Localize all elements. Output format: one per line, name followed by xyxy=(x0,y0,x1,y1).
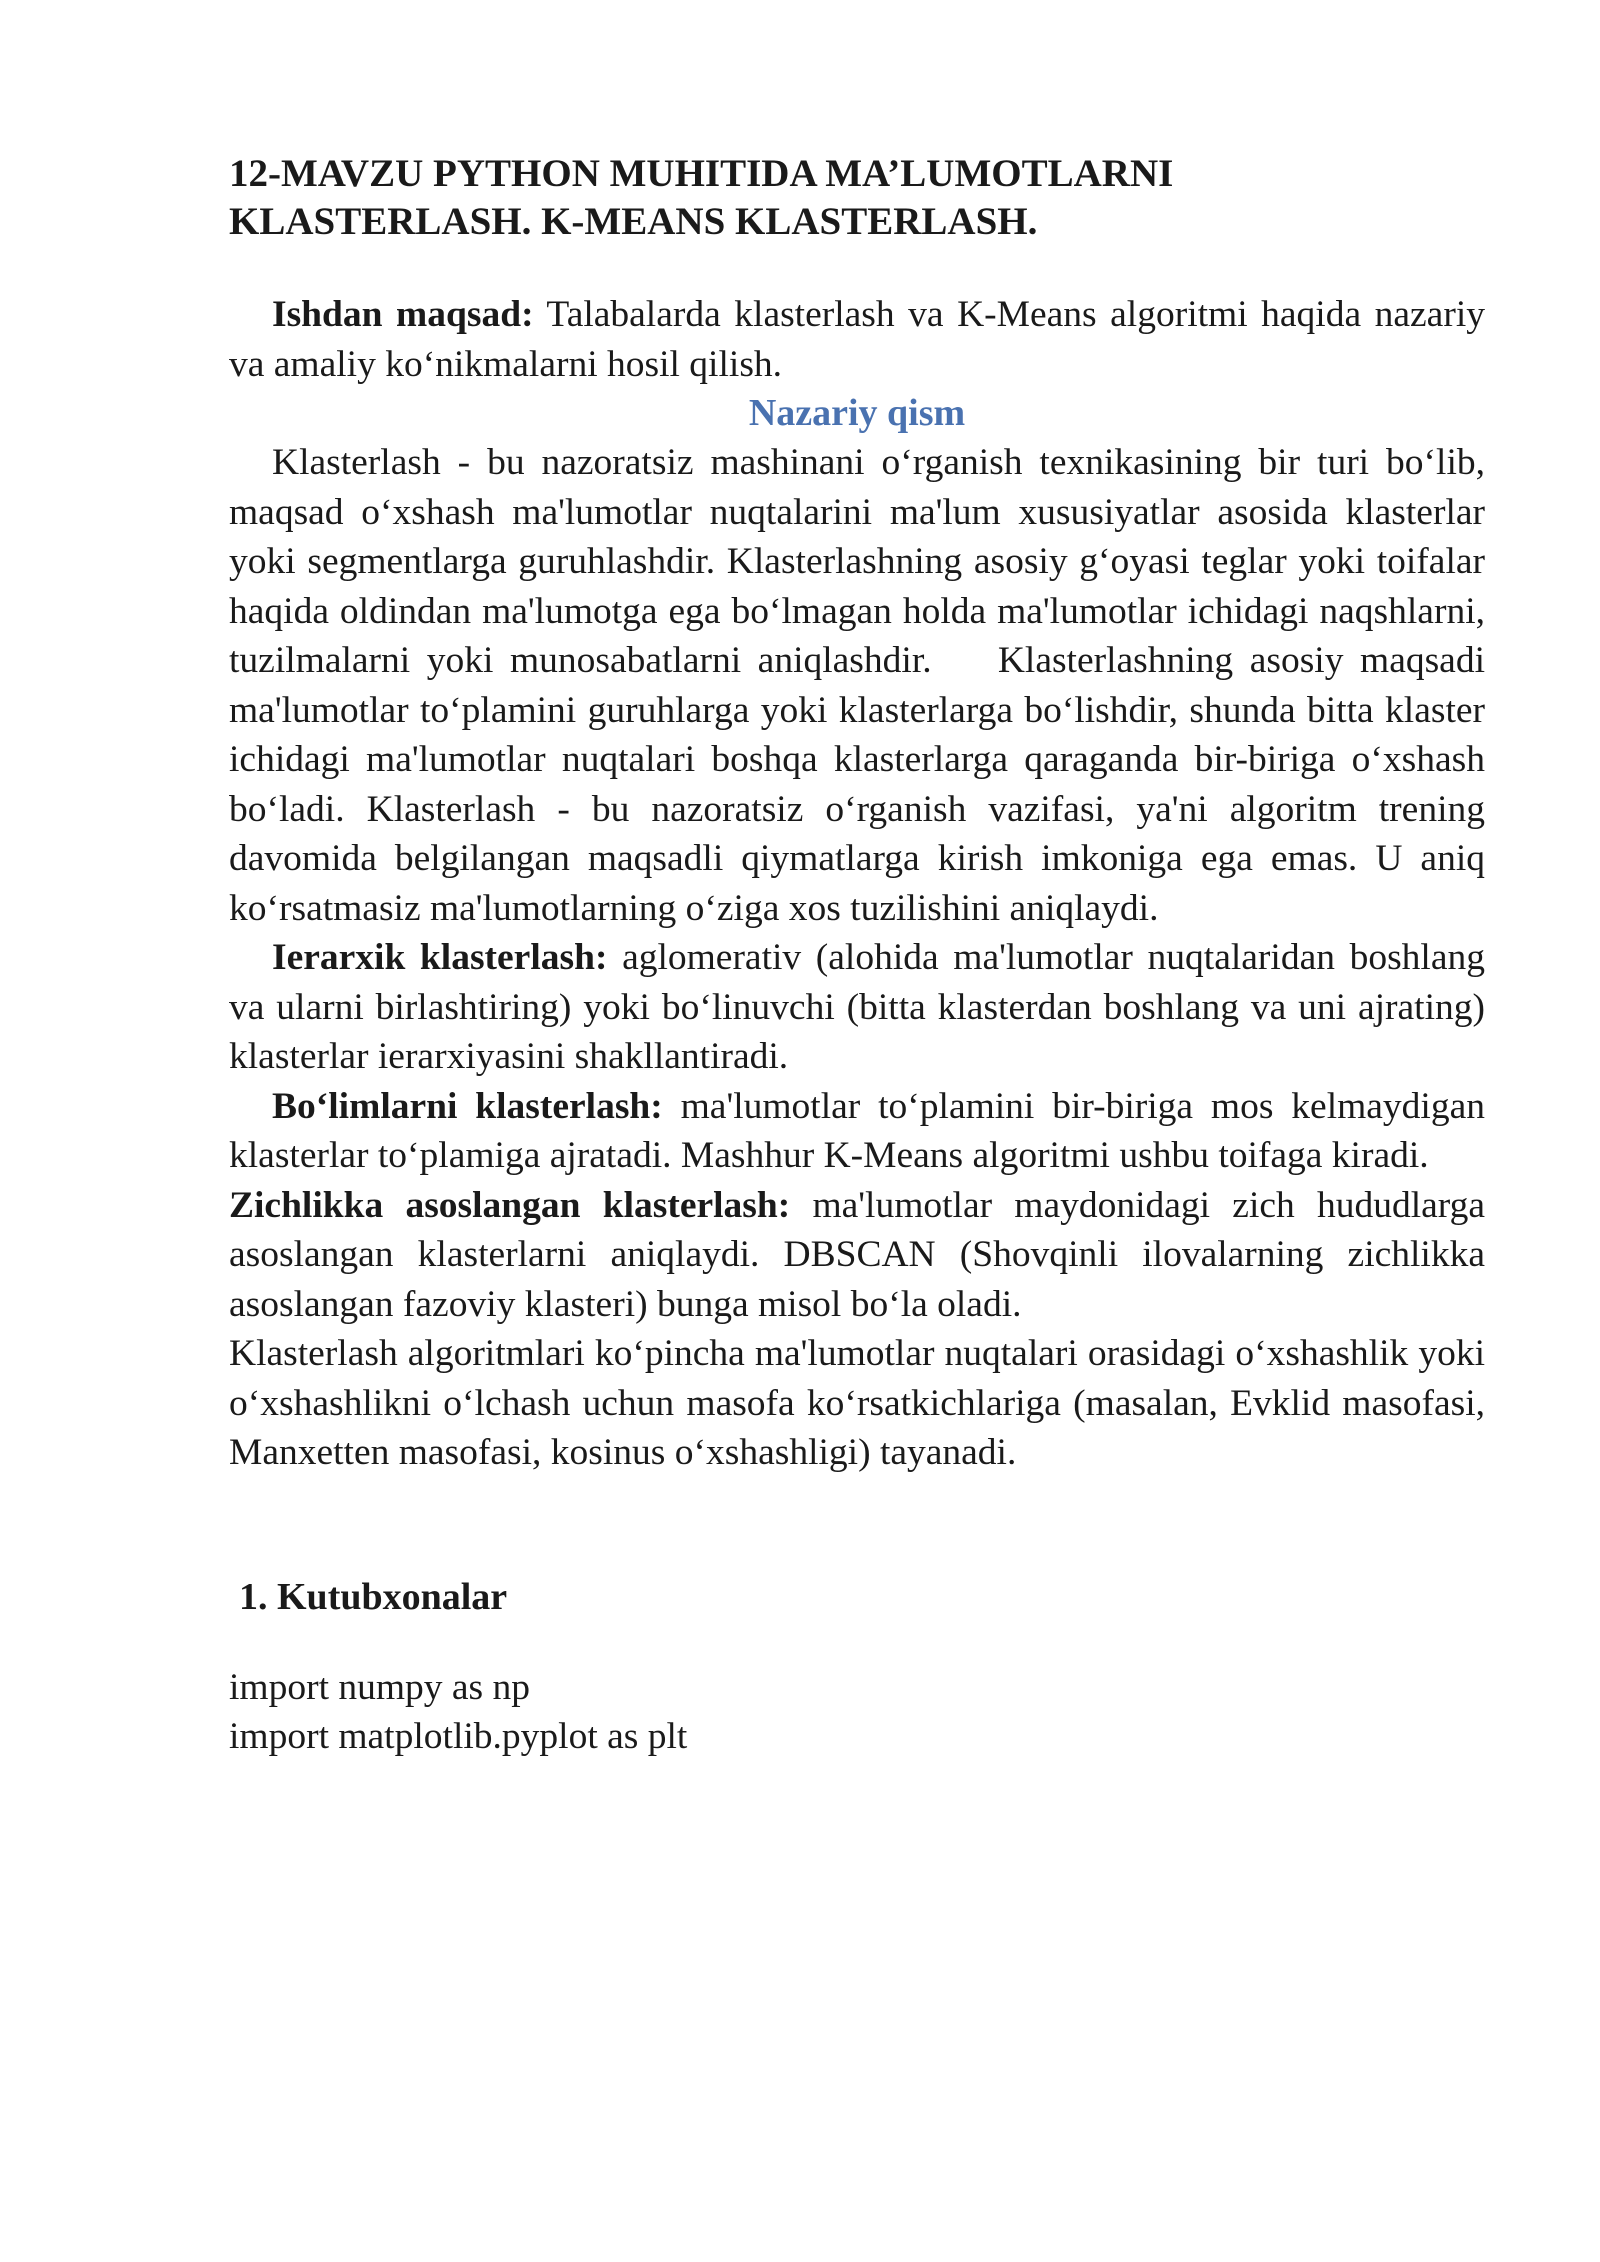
distance-paragraph: Klasterlash algoritmlari ko‘pincha ma'lumotlar nuqtalari orasidagi o‘xshashlik yoki o‘xshashlikni o‘lchash uchun masofa ko‘rsatkichlariga (masalan, Evklid masofasi, Manxetten masofasi, kosinus o‘xshashligi) tayanadi. xyxy=(229,1333,1485,1473)
goal-text: Talabalarda klasterlash va K-Means algoritmi haqida nazariy va amaliy ko‘nikmalarni hosil qilish. xyxy=(229,294,1485,385)
hierarchical-paragraph xyxy=(229,933,1485,1082)
title-line-2: KLASTERLASH. K-MEANS KLASTERLASH. xyxy=(229,200,1038,243)
density-paragraph xyxy=(229,1181,1485,1330)
code-block xyxy=(229,1663,1485,1762)
document-title xyxy=(229,150,1485,246)
goal-label: Ishdan maqsad: xyxy=(272,294,534,335)
partitional-label: Bo‘limlarni klasterlash: xyxy=(272,1085,663,1127)
intro-paragraph: Klasterlash - bu nazoratsiz mashinani o‘rganish texnikasining bir turi bo‘lib, maqsad o‘xshash ma'lumotlar nuqtalarini ma'lum xususiyatlar asosida klasterlar yoki segmentlarga guruhlashdir. Klasterlashning asosiy g‘oyasi teglar yoki toifalar haqida oldindan ma'lumotga ega bo‘lmagan holda ma'lumotlar ichidagi naqshlarni, tuzilmalarni yoki munosabatlarni aniqlashdir. Klasterlashning asosiy maqsadi ma'lumotlar to‘plamini guruhlarga yoki klasterlarga bo‘lishdir, shunda bitta klaster ichidagi ma'lumotlar nuqtalari boshqa klasterlarga qaraganda bir-biriga o‘xshash bo‘ladi. Klasterlash - bu nazoratsiz o‘rganish vazifasi, ya'ni algoritm trening davomida belgilangan maqsadli qiymatlarga kirish imkoniga ega emas. U aniq ko‘rsatmasiz ma'lumotlarning o‘ziga xos tuzilishini aniqlaydi. xyxy=(229,442,1485,929)
density-text: ma'lumotlar maydonidagi zich hududlarga asoslangan klasterlarni aniqlaydi. DBSCAN (Shovqinli ilovalarning zichlikka asoslangan fazoviy klasteri) bunga misol bo‘la oladi. xyxy=(229,1184,1485,1325)
code-line: import matplotlib.pyplot as plt xyxy=(229,1716,688,1757)
partitional-paragraph xyxy=(229,1082,1485,1181)
hierarchical-text: aglomerativ (alohida ma'lumotlar nuqtalaridan boshlang va ularni birlashtiring) yoki bo‘linuvchi (bitta klasterdan boshlang va uni ajrating) klasterlar ierarxiyasini shakllantiradi. xyxy=(229,937,1485,1077)
partitional-text: ma'lumotlar to‘plamini bir-biriga mos kelmaydigan klasterlar to‘plamiga ajratadi. Mashhur K-Means algoritmi ushbu toifaga kiradi. xyxy=(229,1085,1485,1176)
hierarchical-label: Ierarxik klasterlash: xyxy=(272,937,608,978)
goal-paragraph xyxy=(229,290,1485,389)
document-page xyxy=(229,150,1485,1762)
title-line-1: 12-MAVZU PYTHON MUHITIDA MA’LUMOTLARNI xyxy=(229,152,1174,195)
section-heading-libraries: 1. Kutubxonalar xyxy=(239,1575,508,1618)
theory-heading: Nazariy qism xyxy=(748,392,966,434)
code-line: import numpy as np xyxy=(229,1666,531,1708)
density-label: Zichlikka asoslangan klasterlash: xyxy=(229,1184,791,1226)
